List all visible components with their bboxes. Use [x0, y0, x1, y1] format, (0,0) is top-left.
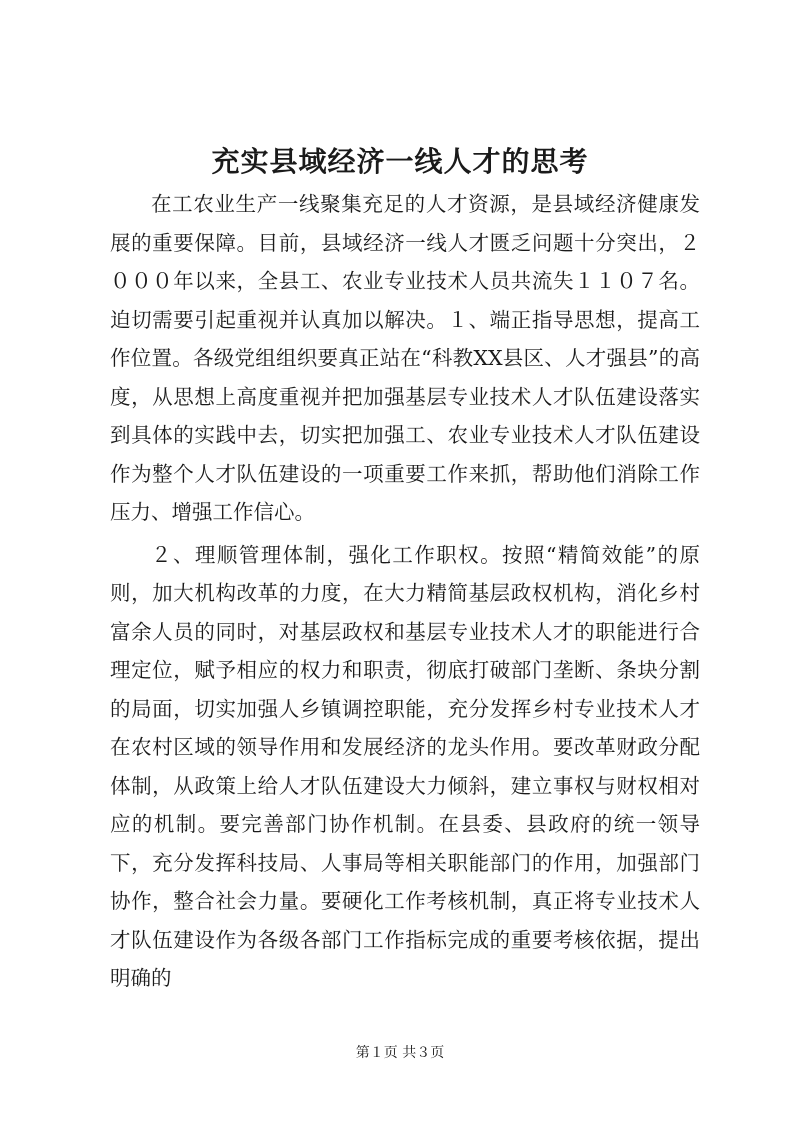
page-footer: 第１页 共３页	[355, 1045, 445, 1061]
paragraph-1: 在工农业生产一线聚集充足的人才资源，是县域经济健康发展的重要保障。目前，县域经济一线人才匮乏问题十分突出，２０００年以来，全县工、农业专业技术人员共流失１１０７名。迫切需要引起重视并认真加以解决。１、端正指导思想，提高工作位置。各级党组组织要真正站在“科教XX县区、人才强县”的高度，从思想上高度重视并把加强基层专业技术人才队伍建设落实到具体的实践中去，切实把加强工、农业专业技术人才队伍建设作为整个人才队伍建设的一项重要工作来抓，帮助他们消除工作压力、增强工作信心。	[110, 192, 700, 524]
document-title: 充实县域经济一线人才的思考	[211, 145, 589, 178]
paragraph-2: ２、理顺管理体制，强化工作职权。按照“精简效能”的原则，加大机构改革的力度，在大力精简基层政权机构，消化乡村富余人员的同时，对基层政权和基层专业技术人才的职能进行合理定位，赋予相应的权力和职责，彻底打破部门垄断、条块分割的局面，切实加强人乡镇调控职能，充分发挥乡村专业技术人才在农村区域的领导作用和发展经济的龙头作用。要改革财政分配体制，从政策上给人才队伍建设大力倾斜，建立事权与财权相对应的机制。要完善部门协作机制。在县委、县政府的统一领导下，充分发挥科技局、人事局等相关职能部门的作用，加强部门协作，整合社会力量。要硬化工作考核机制，真正将专业技术人才队伍建设作为各级各部门工作指标完成的重要考核依据，提出明确的	[110, 542, 700, 990]
document-body	[110, 185, 700, 998]
